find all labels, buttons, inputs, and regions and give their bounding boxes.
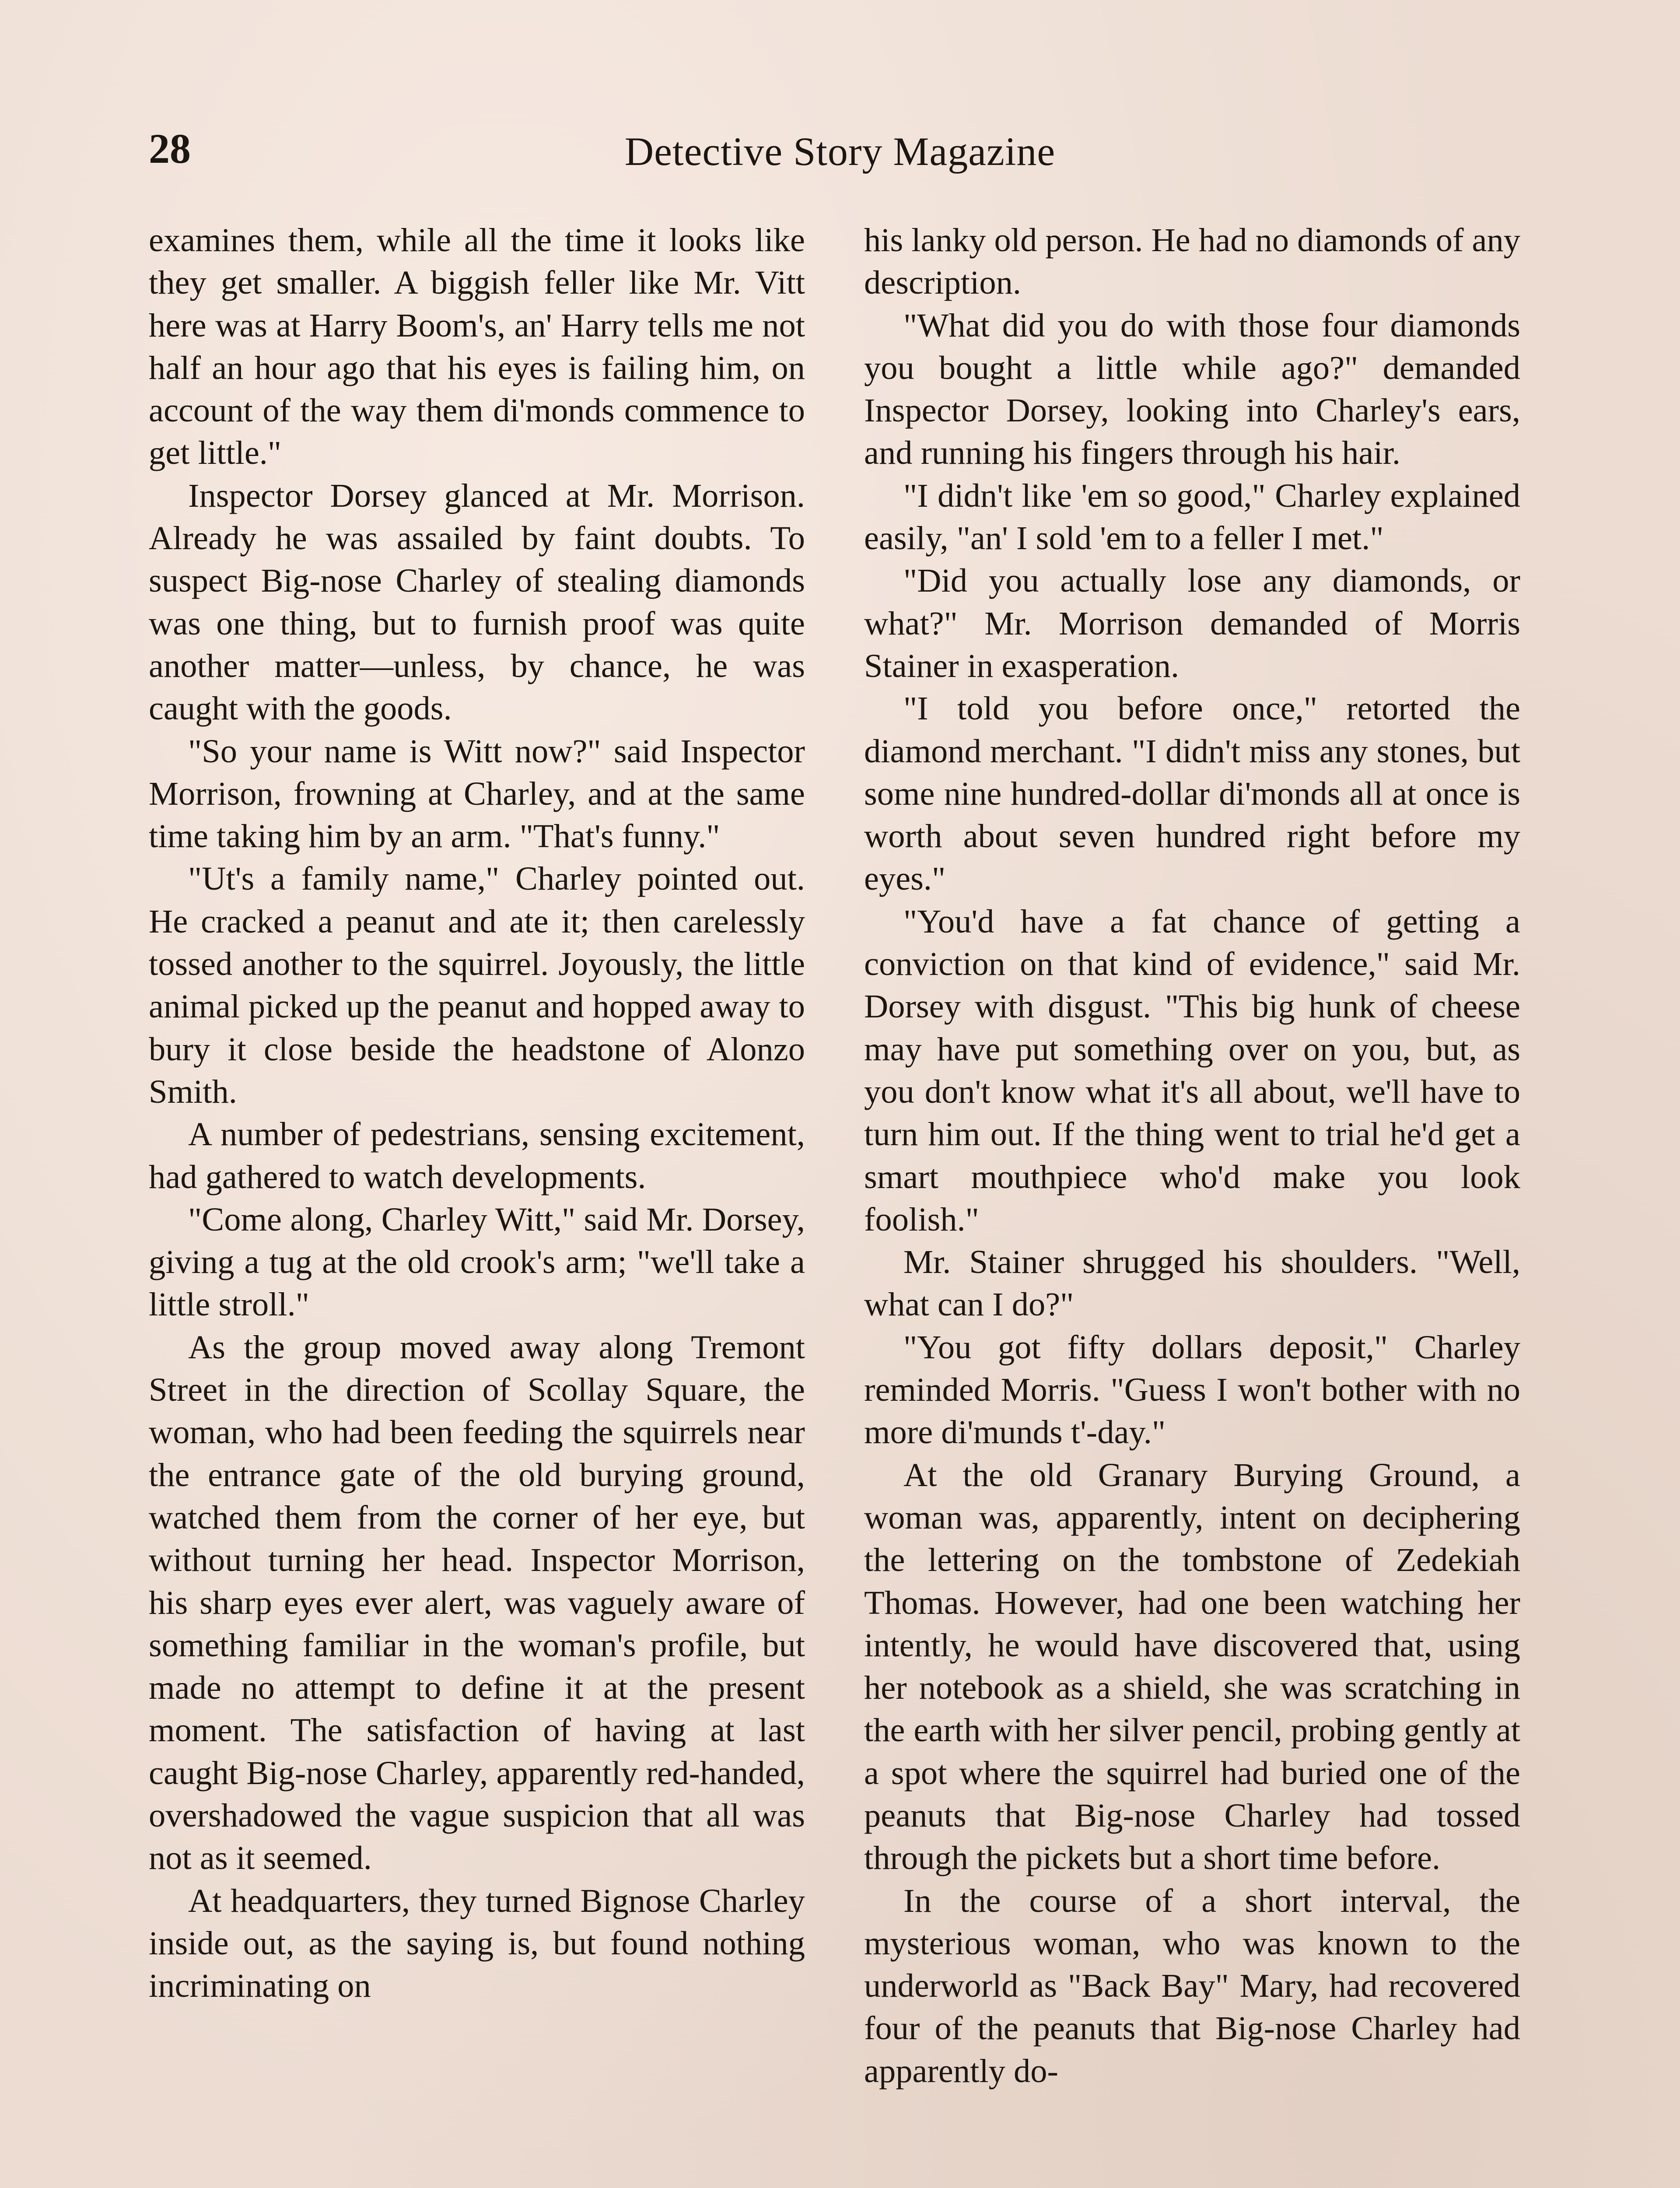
paragraph: his lanky old person. He had no diamonds of any description. (864, 221, 1521, 302)
paragraph: "I didn't like 'em so good," Charley explained easily, "an' I sold 'em to a feller I met." (864, 477, 1520, 557)
paragraph: "You got fifty dollars deposit," Charley reminded Morris. "Guess I won't bother with no more di'munds t'-day." (864, 1328, 1520, 1451)
paragraph: "I told you before once," retorted the diamond merchant. "I didn't miss any stones, but some nine hundred-dollar di'monds all at once is worth about seven hundred right before my eyes." (864, 690, 1520, 898)
paragraph: "Come along, Charley Witt," said Mr. Dorsey, giving a tug at the old crook's arm; "we'll take a little stroll." (149, 1200, 805, 1323)
paragraph: "So your name is Witt now?" said Inspector Morrison, frowning at Charley, and at the same time taking him by an arm. "That's funny." (149, 732, 805, 855)
left-column (149, 219, 805, 2007)
paragraph: examines them, while all the time it looks like they get smaller. A biggish feller like Mr. Vitt here was at Harry Boom's, an' Harry tells me not half an hour ago that his eyes is failing him, on account of the way them di'monds commence to get little." (149, 221, 805, 472)
paragraph: "Ut's a family name," Charley pointed out. He cracked a peanut and ate it; then carelessly tossed another to the squirrel. Joyously, the little animal picked up the peanut and hopped away to bury it close beside the headstone of Alonzo Smith. (149, 860, 805, 1110)
running-head: Detective Story Magazine (624, 129, 1056, 174)
page-number: 28 (149, 125, 191, 172)
paragraph: In the course of a short interval, the mysterious woman, who was known to the underworld as "Back Bay" Mary, had recovered four of the peanuts that Big-nose Charley had apparently do- (864, 1882, 1520, 2090)
paragraph: "Did you actually lose any diamonds, or what?" Mr. Morrison demanded of Morris Stainer in exasperation. (864, 562, 1520, 684)
paragraph: At headquarters, they turned Bignose Charley inside out, as the saying is, but found nothing incriminating on (149, 1882, 805, 2005)
paragraph: Inspector Dorsey glanced at Mr. Morrison. Already he was assailed by faint doubts. To suspect Big-nose Charley of stealing diamonds was one thing, but to furnish proof was quite another matter—unless, by chance, he was caught with the goods. (149, 477, 805, 727)
paragraph: At the old Granary Burying Ground, a woman was, apparently, intent on deciphering the lettering on the tombstone of Zedekiah Thomas. However, had one been watching her intently, he would have discovered that, using her notebook as a shield, she was scratching in the earth with her silver pencil, probing gently at a spot where the squirrel had buried one of the peanuts that Big-nose Charley had tossed through the pickets but a short time before. (864, 1456, 1520, 1877)
right-column (864, 219, 1520, 2092)
paragraph: As the group moved away along Tremont Street in the direction of Scollay Square, the woman, who had been feeding the squirrels near the entrance gate of the old burying ground, watched them from the corner of her eye, but without turning her head. Inspector Morrison, his sharp eyes ever alert, was vaguely aware of something familiar in the woman's profile, but made no attempt to define it at the present moment. The satisfaction of having at last caught Big-nose Charley, apparently red-handed, overshadowed the vague suspicion that all was not as it seemed. (149, 1328, 805, 1877)
paragraph: A number of pedestrians, sensing excitement, had gathered to watch developments. (149, 1115, 805, 1196)
paragraph: Mr. Stainer shrugged his shoulders. "Well, what can I do?" (864, 1243, 1520, 1323)
paragraph: "You'd have a fat chance of getting a conviction on that kind of evidence," said Mr. Dorsey with disgust. "This big hunk of cheese may have put something over on you, but, as you don't know what it's all about, we'll have to turn him out. If the thing went to trial he'd get a smart mouthpiece who'd make you look foolish." (864, 902, 1520, 1238)
paragraph: "What did you do with those four diamonds you bought a little while ago?" demanded Inspector Dorsey, looking into Charley's ears, and running his fingers through his hair. (864, 306, 1520, 472)
